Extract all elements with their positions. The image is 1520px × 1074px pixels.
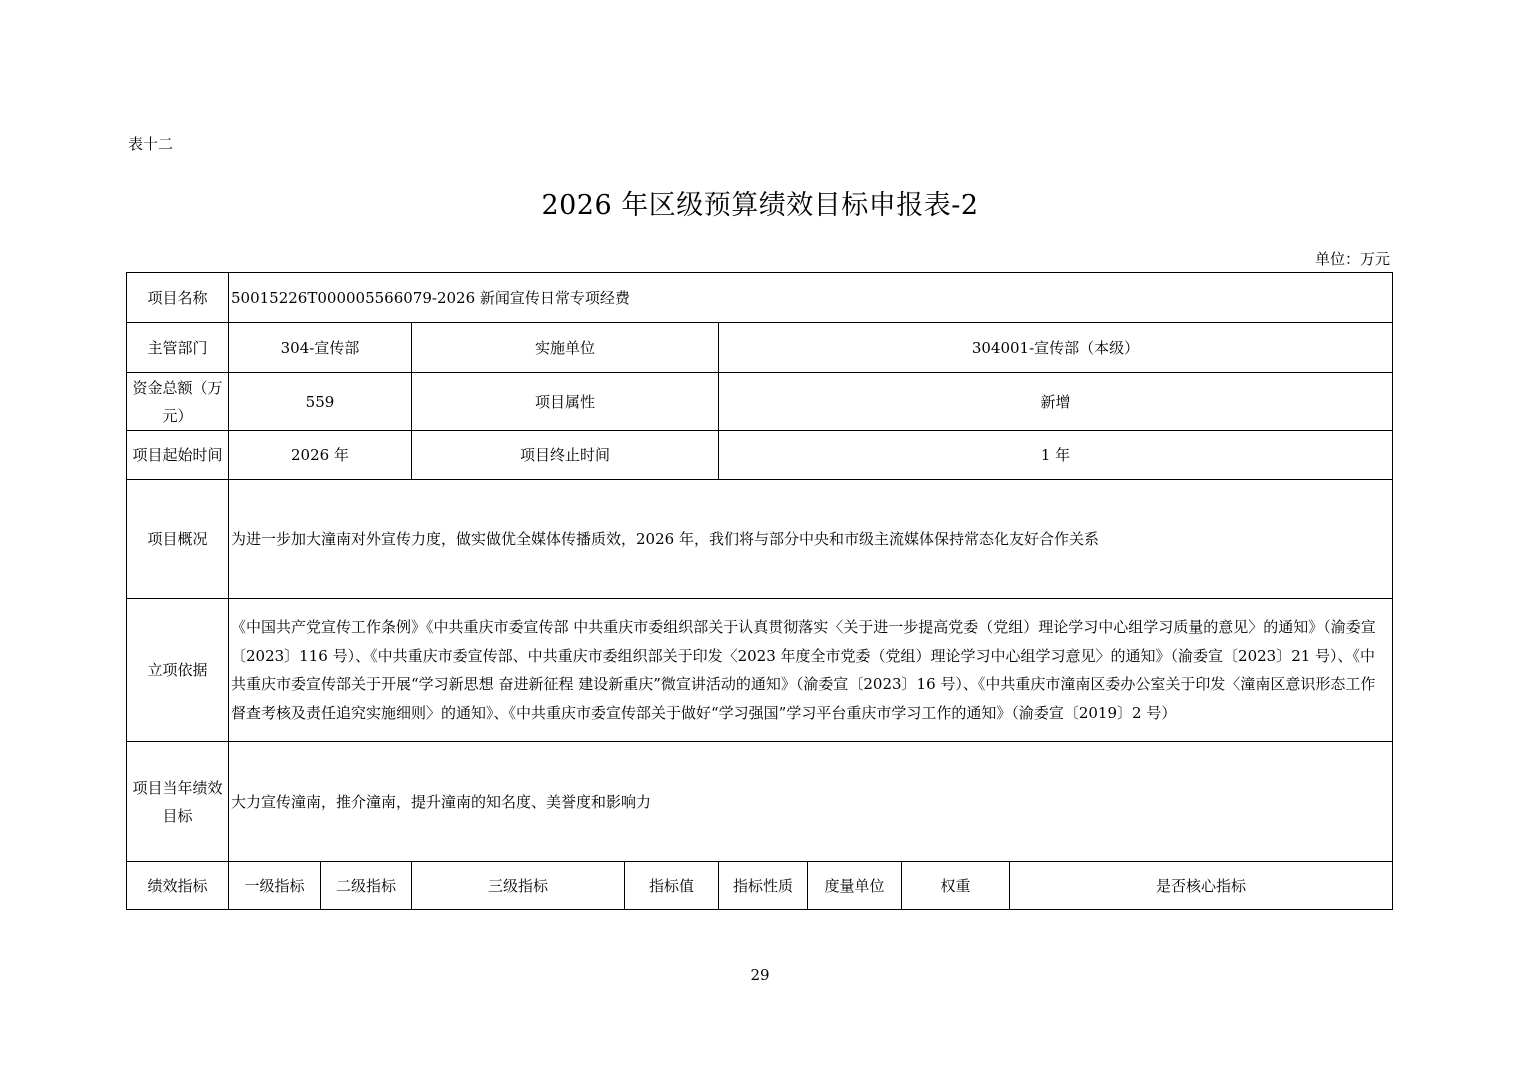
unit-label: 单位：万元 — [1314, 250, 1390, 268]
impl-unit-value: 304001-宣传部（本级） — [719, 323, 1393, 373]
attr-value: 新增 — [719, 373, 1393, 431]
overview-value: 为进一步加大潼南对外宣传力度，做实做优全媒体传播质效，2026 年，我们将与部分中央和市级主流媒体保持常态化友好合作关系 — [229, 480, 1393, 599]
budget-form-table — [126, 272, 1393, 910]
page-number: 29 — [750, 966, 770, 984]
page-title: 2026 年区级预算绩效目标申报表-2 — [541, 190, 979, 221]
perf-header-cell: 度量单位 — [808, 862, 902, 910]
dept-label: 主管部门 — [127, 323, 229, 373]
perf-header-cell: 是否核心指标 — [1010, 862, 1393, 910]
row-department — [127, 323, 1393, 373]
goal-label: 项目当年绩效目标 — [127, 742, 229, 862]
perf-header-cell: 指标值 — [625, 862, 719, 910]
end-label: 项目终止时间 — [412, 431, 719, 480]
basis-value: 《中国共产党宣传工作条例》《中共重庆市委宣传部 中共重庆市委组织部关于认真贯彻落实〈关于进一步提高党委（党组）理论学习中心组学习质量的意见〉的通知》（渝委宣〔2023〕116 号）、《中共重庆市委宣传部、中共重庆市委组织部关于印发〈2023 年度全市党委（党组）理论学习中心组学习意见〉的通知》（渝委宣〔2023〕21 号）、《中共重庆市委宣传部关于开展“学习新思想 奋进新征程 建设新重庆”微宣讲活动的通知》（渝委宣〔2023〕16 号）、《中共重庆市潼南区委办公室关于印发〈潼南区意识形态工作督查考核及责任追究实施细则〉的通知》、《中共重庆市委宣传部关于做好“学习强国”学习平台重庆市学习工作的通知》（渝委宣〔2019〕2 号） — [229, 599, 1393, 742]
perf-header-cell: 三级指标 — [412, 862, 625, 910]
perf-header-cell: 权重 — [902, 862, 1010, 910]
funds-value: 559 — [229, 373, 412, 431]
attr-label: 项目属性 — [412, 373, 719, 431]
project-name-label: 项目名称 — [127, 273, 229, 323]
project-name-value: 50015226T000005566079-2026 新闻宣传日常专项经费 — [229, 273, 1393, 323]
basis-label: 立项依据 — [127, 599, 229, 742]
impl-unit-label: 实施单位 — [412, 323, 719, 373]
perf-header-cell: 绩效指标 — [127, 862, 229, 910]
perf-header-cell: 指标性质 — [719, 862, 808, 910]
start-value: 2026 年 — [229, 431, 412, 480]
dept-value: 304-宣传部 — [229, 323, 412, 373]
funds-label: 资金总额（万元） — [127, 373, 229, 431]
row-perf-headers — [127, 862, 1393, 910]
overview-label: 项目概况 — [127, 480, 229, 599]
goal-value: 大力宣传潼南，推介潼南，提升潼南的知名度、美誉度和影响力 — [229, 742, 1393, 862]
row-time — [127, 431, 1393, 480]
row-overview — [127, 480, 1393, 599]
row-project-name — [127, 273, 1393, 323]
start-label: 项目起始时间 — [127, 431, 229, 480]
perf-header-cell: 一级指标 — [229, 862, 321, 910]
row-funds — [127, 373, 1393, 431]
perf-header-cell: 二级指标 — [321, 862, 412, 910]
table-number: 表十二 — [128, 135, 174, 153]
end-value: 1 年 — [719, 431, 1393, 480]
row-basis — [127, 599, 1393, 742]
row-goal — [127, 742, 1393, 862]
